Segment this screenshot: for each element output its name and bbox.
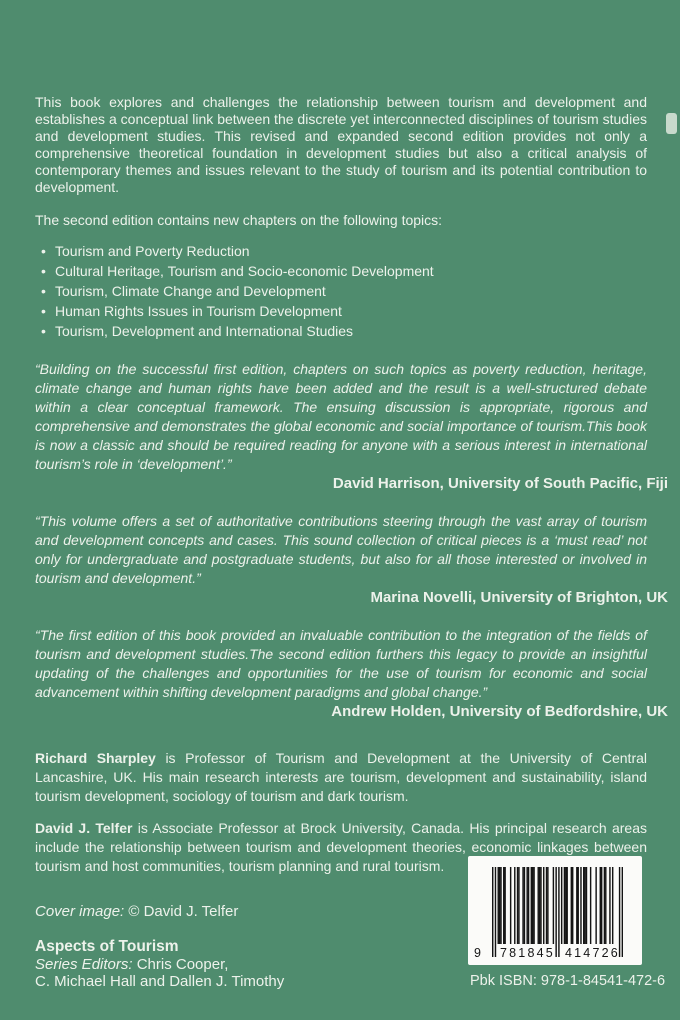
- scan-artifact: [666, 113, 677, 134]
- review-attribution: Andrew Holden, University of Bedfordshire, UK: [331, 703, 668, 720]
- series-editors-names: Chris Cooper,: [132, 956, 229, 973]
- review-quote-block: [35, 626, 668, 721]
- barcode-digits-left: 781845: [500, 946, 555, 960]
- list-item: [35, 241, 668, 261]
- barcode-digits-right: 414726: [565, 946, 620, 960]
- cover-credit-label: Cover image:: [35, 903, 125, 920]
- topics-heading: The second edition contains new chapters on the following topics:: [35, 212, 443, 228]
- series-editors-line: C. Michael Hall and Dallen J. Timothy: [35, 973, 285, 990]
- author-bio-text: is Associate Professor at Brock University, Canada. His principal research areas include the relationship between tourism and development theories, economic linkages between tourism and host communities, tourism planning and rural tourism.: [35, 820, 647, 874]
- list-item: [35, 261, 668, 281]
- list-item: [35, 321, 668, 341]
- back-cover-text: [35, 94, 668, 876]
- barcode-digit-lead: 9: [474, 946, 481, 960]
- list-item: [35, 301, 668, 321]
- author-bio: [35, 749, 668, 806]
- review-attribution: David Harrison, University of South Pacific, Fiji: [332, 475, 668, 492]
- topic-label: Cultural Heritage, Tourism and Socio-economic Development: [55, 263, 434, 279]
- topic-label: Tourism and Poverty Reduction: [55, 243, 250, 259]
- review-quote-block: [35, 360, 668, 493]
- topic-label: Tourism, Climate Change and Development: [55, 283, 326, 299]
- series-title: Aspects of Tourism: [35, 938, 179, 955]
- series-editors-line: [35, 956, 284, 973]
- review-quote: “The first edition of this book provided an invaluable contribution to the integration of the fields of tourism and development studies.The second edition furthers this legacy to provide an insightful updating of the challenges and opportunities for the use of tourism for economic and social advancement within shifting development paradigms and global change.”: [35, 627, 647, 700]
- author-name: Richard Sharpley: [35, 750, 156, 766]
- review-quote: “Building on the successful first edition, chapters on such topics as poverty reduction, heritage, climate change and human rights have been added and the result is a well-structured debate within a clear conceptual framework. The ensuing discussion is appropriate, rigorous and comprehensive and demonstrates the global economic and social importance of tourism.This book is now a classic and should be required reading for anyone with a serious interest in international tourism’s role in ‘development’.”: [35, 361, 647, 472]
- review-quote-block: [35, 512, 668, 607]
- isbn-label: Pbk ISBN: 978-1-84541-472-6: [470, 973, 666, 989]
- series-info: [35, 938, 284, 990]
- author-name: David J. Telfer: [35, 820, 133, 836]
- intro-paragraph: This book explores and challenges the relationship between tourism and development and establishes a conceptual link between the discrete yet interconnected disciplines of tourism studies and development studies. This revised and expanded second edition provides not only a comprehensive theoretical foundation in development studies but also a critical analysis of contemporary themes and issues relevant to the study of tourism and its potential contribution to development.: [35, 94, 647, 195]
- cover-credit-value: © David J. Telfer: [124, 903, 239, 920]
- topic-label: Human Rights Issues in Tourism Development: [55, 303, 342, 319]
- cover-image-credit: [35, 903, 238, 921]
- author-bio-text: is Professor of Tourism and Development at the University of Central Lancashire, UK. His main research interests are tourism, development and sustainability, island tourism development, sociology of tourism and dark tourism.: [35, 750, 648, 804]
- review-attribution: Marina Novelli, University of Brighton, UK: [370, 589, 668, 606]
- topics-list: [35, 241, 668, 341]
- barcode-panel: [468, 856, 642, 965]
- topic-label: Tourism, Development and International Studies: [55, 323, 354, 339]
- series-editors-label: Series Editors:: [35, 956, 133, 973]
- list-item: [35, 281, 668, 301]
- review-quote: “This volume offers a set of authoritative contributions steering through the vast array of tourism and development concepts and cases. This sound collection of critical pieces is a ‘must read’ not only for undergraduate and postgraduate students, but also for all those interested or involved in tourism and development.”: [35, 513, 647, 586]
- barcode-svg: [492, 867, 623, 957]
